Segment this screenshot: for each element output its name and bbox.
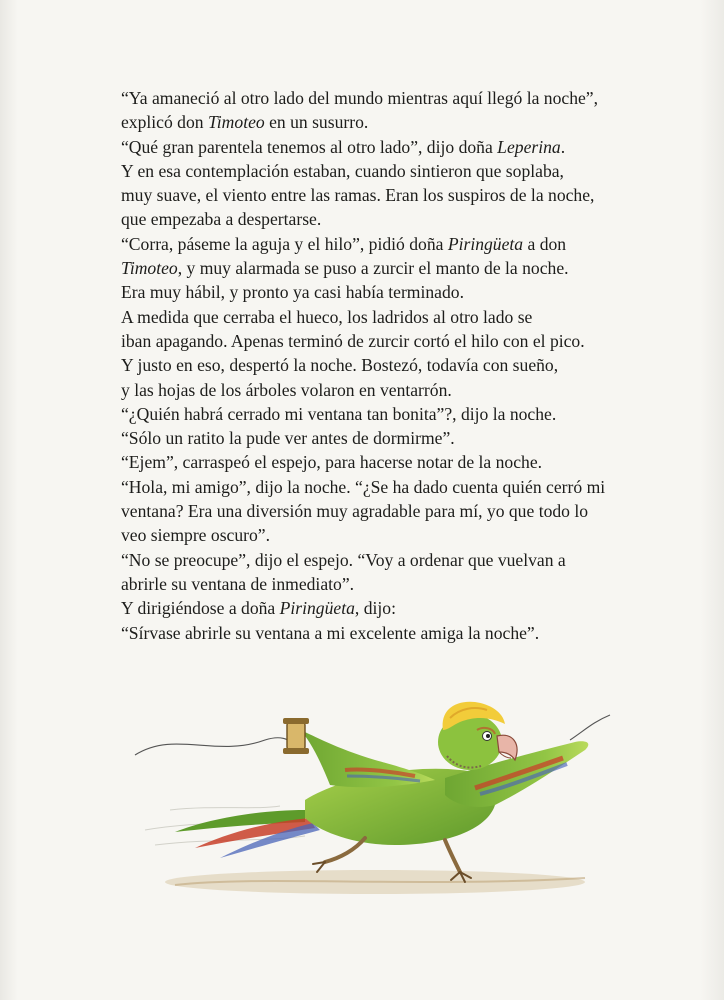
story-line	[121, 353, 641, 377]
story-text-run: Y justo en eso, despertó la noche. Bostezó, todavía con sueño,	[121, 355, 559, 376]
story-line	[121, 572, 641, 596]
story-line	[121, 475, 641, 499]
story-text-run: Y dirigiéndose a doña	[121, 598, 280, 619]
story-text-run: .	[560, 136, 566, 157]
story-text-run: , y muy alarmada se puso a zurcir el manto de la noche.	[177, 258, 569, 279]
parrot-beak	[497, 735, 517, 760]
left-wing	[300, 730, 435, 787]
thread-line	[135, 738, 300, 755]
parrot-illustration	[115, 660, 675, 930]
story-line	[121, 621, 641, 645]
story-line	[121, 426, 641, 450]
story-text-run: que empezaba a despertarse.	[121, 209, 322, 230]
story-text	[121, 86, 641, 645]
story-line	[121, 159, 641, 183]
story-text-run: y las hojas de los árboles volaron en ventarrón.	[121, 379, 452, 400]
story-text-run: , dijo:	[354, 598, 396, 619]
story-line	[121, 523, 641, 547]
story-line	[121, 280, 641, 304]
story-line	[121, 450, 641, 474]
story-line	[121, 86, 641, 110]
story-text-run: A medida que cerraba el hueco, los ladridos al otro lado se	[121, 306, 533, 327]
story-text-run: “¿Quién habrá cerrado mi ventana tan bonita”?, dijo la noche.	[121, 403, 557, 424]
thread-line-right	[570, 715, 610, 740]
story-text-run: a don	[523, 233, 567, 254]
story-line	[121, 110, 641, 134]
story-text-run: en un susurro.	[264, 112, 369, 133]
story-text-run: Era muy hábil, y pronto ya casi había terminado.	[121, 282, 464, 303]
story-line	[121, 548, 641, 572]
story-line	[121, 329, 641, 353]
tail-feathers	[175, 810, 320, 858]
story-line	[121, 207, 641, 231]
story-line	[121, 135, 641, 159]
running-parrot-drawing	[115, 660, 675, 930]
story-line	[121, 596, 641, 620]
story-text-run: “Corra, páseme la aguja y el hilo”, pidió doña	[121, 233, 448, 254]
story-line	[121, 499, 641, 523]
story-text-run: muy suave, el viento entre las ramas. Eran los suspiros de la noche,	[121, 185, 595, 206]
story-text-run: “No se preocupe”, dijo el espejo. “Voy a ordenar que vuelvan a	[121, 549, 566, 570]
story-line	[121, 305, 641, 329]
story-text-run: “Sólo un ratito la pude ver antes de dormirme”.	[121, 428, 455, 449]
story-text-run: Y en esa contemplación estaban, cuando sintieron que soplaba,	[121, 160, 564, 181]
story-line	[121, 183, 641, 207]
thread-spool	[283, 718, 309, 754]
story-line	[121, 378, 641, 402]
story-text-run: “Sírvase abrirle su ventana a mi excelente amiga la noche”.	[121, 622, 540, 643]
story-text-run: iban apagando. Apenas terminó de zurcir cortó el hilo con el pico.	[121, 330, 585, 351]
character-name: Leperina	[497, 136, 561, 157]
story-text-run: “Ejem”, carraspeó el espejo, para hacerse notar de la noche.	[121, 452, 543, 473]
character-name: Timoteo	[207, 112, 265, 133]
story-text-run: “Hola, mi amigo”, dijo la noche. “¿Se ha dado cuenta quién cerró mi	[121, 476, 606, 497]
character-name: Timoteo	[121, 258, 178, 279]
story-text-run: explicó don	[121, 112, 208, 133]
character-name: Piringüeta	[447, 233, 524, 254]
story-text-run: “Ya amaneció al otro lado del mundo mientras aquí llegó la noche”,	[121, 88, 599, 108]
story-line	[121, 402, 641, 426]
story-line	[121, 232, 641, 256]
story-text-run: ventana? Era una diversión muy agradable para mí, yo que todo lo	[121, 501, 589, 522]
character-name: Piringüeta	[279, 598, 355, 619]
story-text-run: “Qué gran parentela tenemos al otro lado”, dijo doña	[121, 136, 498, 157]
story-text-run: veo siempre oscuro”.	[121, 525, 271, 546]
story-text-run: abrirle su ventana de inmediato”.	[121, 573, 355, 594]
story-line	[121, 256, 641, 280]
